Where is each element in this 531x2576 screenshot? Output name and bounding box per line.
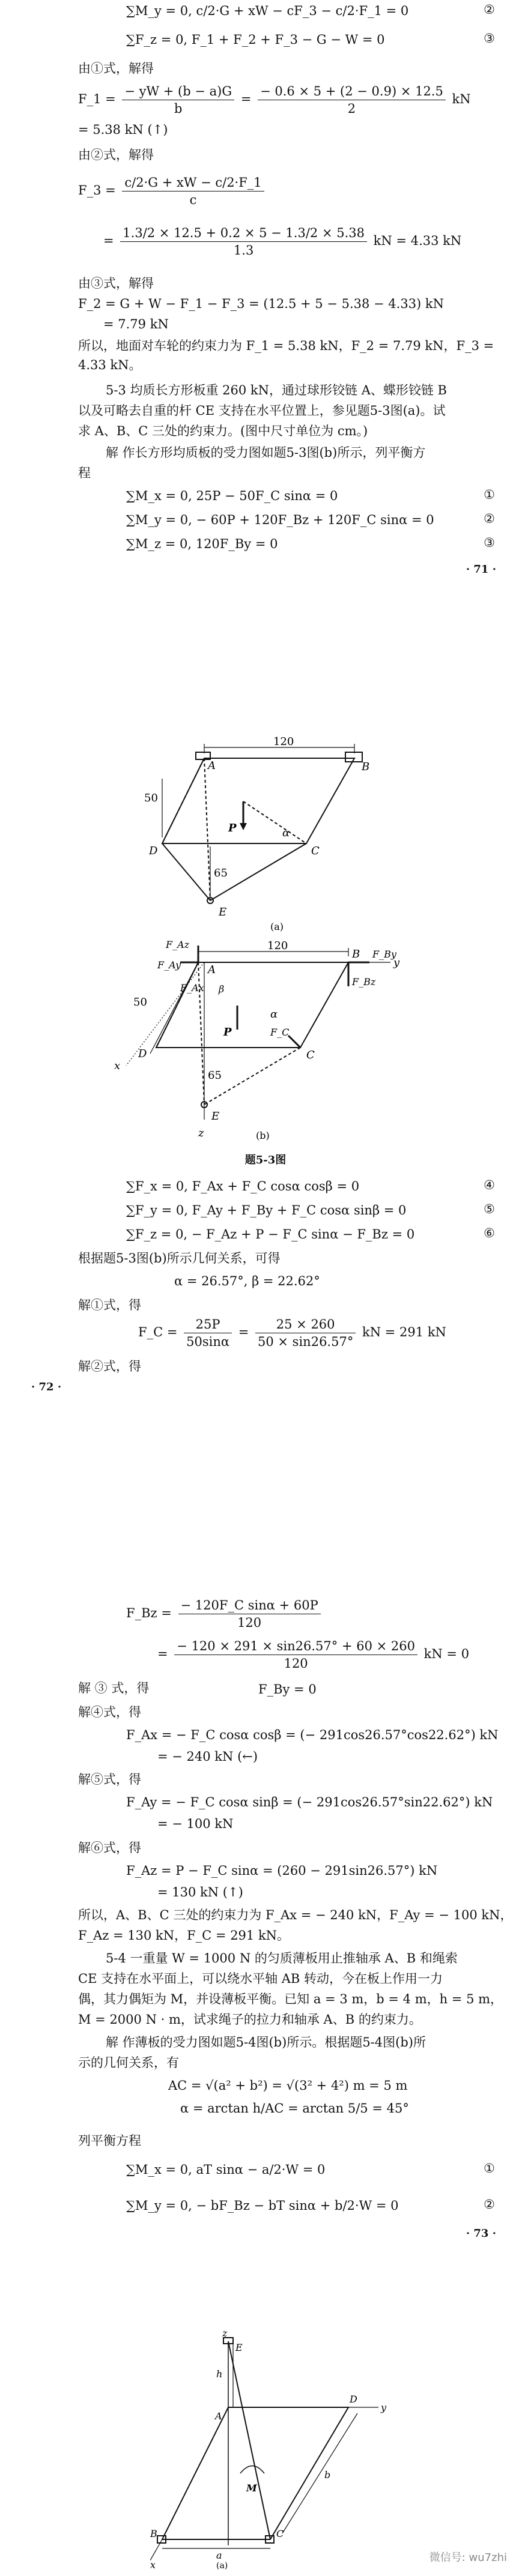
dimension-label: 50 [133,996,147,1009]
plate-outline [162,2407,348,2539]
label-c: C [276,2528,284,2539]
equation: ∑F_x = 0, F_Ax + F_C cosα cosβ = 0 [126,1179,360,1193]
formula-f1: F_1 = $\frac{- yW + (b - a)G}{b}$ = $\frac{- 0.6 \times 5 + (2 - 0.9) \times 12.5}{2}$ kN [78,84,471,116]
equation: ∑F_y = 0, F_Ay + F_By + F_C cosα sinβ = 0 [126,1203,407,1217]
subfigure-label: (a) [216,2561,228,2569]
equation: ∑M_z = 0, 120F_By = 0 [126,537,278,551]
text-line: 所以，A、B、C 三处的约束力为 F_Ax = − 240 kN，F_Ay = − 100 kN， [78,1908,513,1922]
equation-number: ③ [484,535,495,550]
equation: ∑M_y = 0, c/2·G + xW − cF_3 − c/2·F_1 = 0 [126,4,409,18]
text-line: 解⑤式，得 [78,1772,141,1787]
text-line: 解①式，得 [78,1298,141,1312]
text-line: 由②式，解得 [78,148,154,162]
text-line: 4.33 kN。 [78,358,142,372]
dimension-label: 120 [273,735,294,748]
figure-5-4a [150,2329,463,2569]
subfigure-label: (b) [256,1130,270,1141]
equation: ∑M_y = 0, − 60P + 120F_Bz + 120F_C sinα = 0 [126,513,434,527]
solution-text: 示的几何关系，有 [78,2056,179,2070]
formula-f3: F_3 = $\frac{c/2\cdot G + xW - c/2\cdot F\_1}{c}$ [78,174,267,208]
label-c: C [306,1049,315,1061]
equation: ∑M_x = 0, 25P − 50F_C sinα = 0 [126,489,338,503]
formula-ac: AC = √(a² + b²) = √(3² + 4²) m = 5 m [168,2078,408,2093]
problem-5-4: 偶，其力偶矩为 M，并设薄板平衡。已知 a = 3 m，b = 4 m，h = 5 m， [78,1992,503,2006]
label-d: D [149,845,158,857]
problem-5-3: 求 A、B、C 三处的约束力。(图中尺寸单位为 cm。) [78,424,368,438]
equation-number: ③ [484,31,495,46]
dimension-label: 65 [214,867,228,879]
page-number: · 71 · [466,563,496,576]
dimension-label: 120 [267,940,288,952]
label-c: C [311,845,320,857]
formula-result: F_By = 0 [258,1682,317,1697]
watermark: 微信号: wu7zhi [429,2551,507,2564]
formula-f2: F_2 = G + W − F_1 − F_3 = (12.5 + 5 − 5.38 − 4.33) kN [78,297,445,311]
label-b: B [352,948,360,961]
label-alpha: α [270,1008,278,1021]
formula-fbz-value: = $\frac{- 120 \times 291 \times \sin 26.57^\circ + 60 \times 260}{120}$ kN = 0 [157,1639,470,1671]
text-line: 解⑥式，得 [78,1841,141,1855]
page-number: · 73 · [466,2227,496,2240]
text-line: 由①式，解得 [78,61,154,76]
text-line: 由③式，解得 [78,276,154,291]
formula-fax: F_Ax = − F_C cosα cosβ = (− 291cos26.57°cos22.62°) kN [126,1728,499,1742]
label-e: E [211,1110,220,1123]
equation-number: ④ [484,1178,495,1192]
label-d: D [350,2394,357,2405]
label-m: M [246,2482,257,2494]
problem-5-3: 5-3 均质长方形板重 260 kN，通过球形铰链 A、蝶形铰链 B [106,383,447,397]
text-line: 解②式，得 [78,1359,141,1374]
problem-5-4: M = 2000 N · m，试求绳子的拉力和轴承 A、B 的约束力。 [78,2012,422,2027]
text-line: 列平衡方程 [78,2134,141,2148]
equation-number: ① [484,487,495,502]
text-line: 解 ③ 式，得 [78,1681,150,1695]
text-line: 所以，地面对车轮的约束力为 F_1 = 5.38 kN，F_2 = 7.79 kN，F_3 = [78,339,494,353]
dimension-label: 65 [208,1069,222,1082]
equation-number: ⑥ [484,1226,495,1240]
text-line: F_Az = 130 kN，F_C = 291 kN。 [78,1928,290,1943]
label-y: y [381,2402,387,2413]
label-b: B [362,761,370,773]
label-beta: β [219,983,225,995]
formula-alpha: α = arctan h/AC = arctan 5/5 = 45° [180,2101,409,2116]
label-x: x [150,2559,156,2569]
label-a: A [215,2410,222,2422]
label-b: B [150,2528,157,2539]
rope-ce [228,2341,270,2539]
label-e: E [219,906,227,918]
label-a: A [208,759,216,772]
formula-fc: F_C = $\frac{25P}{50\sin\alpha}$ = $\frac{25 \times 260}{50 \times \sin 26.57^\circ}$ kN = 291 kN [138,1317,446,1349]
dimension-label: 50 [144,792,158,804]
equation: ∑M_x = 0, aT sinα − a/2·W = 0 [126,2162,326,2177]
label-b-dim: b [324,2469,331,2481]
equation-number: ② [484,2197,495,2212]
label-h: h [216,2368,223,2380]
formula-faz: F_Az = P − F_C sinα = (260 − 291sin26.57°) kN [126,1863,438,1878]
label-a: A [208,964,216,976]
plate-outline [156,962,348,1048]
label-p: P [228,822,237,834]
formula-result: = 130 kN (↑) [157,1885,243,1899]
plate-outline [162,758,354,843]
label-x: x [114,1060,121,1072]
formula-result: = − 240 kN (←) [157,1749,258,1764]
label-fbz: F_Bz [352,976,376,988]
equation-number: ② [484,2,495,17]
label-a-dim: a [216,2550,222,2561]
equation: ∑F_z = 0, F_1 + F_2 + F_3 − G − W = 0 [126,32,385,47]
figure-5-3b [90,940,426,1144]
figure-caption: 题5-3图 [244,1154,287,1166]
label-fax: F_Ax [180,982,204,994]
label-alpha: α [282,827,290,839]
label-fby: F_By [372,949,396,960]
solution-text: 解 作薄板的受力图如题5-4图(b)所示。根据题5-4图(b)所 [106,2035,426,2050]
problem-5-4: 5-4 一重量 W = 1000 N 的匀质薄板用止推轴承 A、B 和绳索 [106,1951,458,1965]
label-d: D [138,1048,147,1060]
label-fc: F_C [270,1027,290,1038]
solution-text: 解 作长方形均质板的受力图如题5-3图(b)所示，列平衡方 [106,445,426,460]
label-e: E [235,2342,243,2353]
text-line: 根据题5-3图(b)所示几何关系，可得 [78,1251,281,1265]
figure-5-3a [138,735,414,934]
equation-number: ② [484,511,495,526]
problem-5-3: 以及可略去自重的杆 CE 支持在水平位置上，参见题5-3图(a)。试 [78,403,446,418]
formula-fbz: F_Bz = $\frac{\text{− 120F\_C sinα + 60P}}{120}$ [126,1597,323,1631]
label-fay: F_Ay [157,959,181,971]
problem-5-4: CE 支持在水平面上，可以绕水平轴 AB 转动，今在板上作用一力 [78,1971,443,1986]
label-y: y [393,956,400,969]
formula-fay: F_Ay = − F_C cosα sinβ = (− 291cos26.57°sin22.62°) kN [126,1795,493,1809]
label-faz: F_Az [166,940,190,950]
equation: ∑F_z = 0, − F_Az + P − F_C sinα − F_Bz = 0 [126,1227,415,1241]
formula-f3-value: = $\frac{1.3/2 \times 12.5 + 0.2 \times 5 - 1.3/2 \times 5.38}{1.3}$ kN = 4.33 kN [103,226,462,258]
equation: ∑M_y = 0, − bF_Bz − bT sinα + b/2·W = 0 [126,2198,399,2213]
formula-result: = − 100 kN [157,1817,234,1831]
text-line: 解④式，得 [78,1705,141,1719]
formula-result: = 5.38 kN (↑) [78,122,168,137]
label-z: z [222,2329,228,2339]
equation-number: ⑤ [484,1202,495,1216]
label-p: P [223,1026,232,1039]
label-z: z [198,1127,204,1139]
geometry-result: α = 26.57°, β = 22.62° [174,1274,320,1288]
page-number: · 72 · [31,1381,62,1393]
formula-result: = 7.79 kN [103,317,169,331]
equation-number: ① [484,2161,495,2176]
subfigure-label: (a) [270,921,284,932]
solution-text: 程 [78,466,91,480]
rod-ce [162,843,210,900]
